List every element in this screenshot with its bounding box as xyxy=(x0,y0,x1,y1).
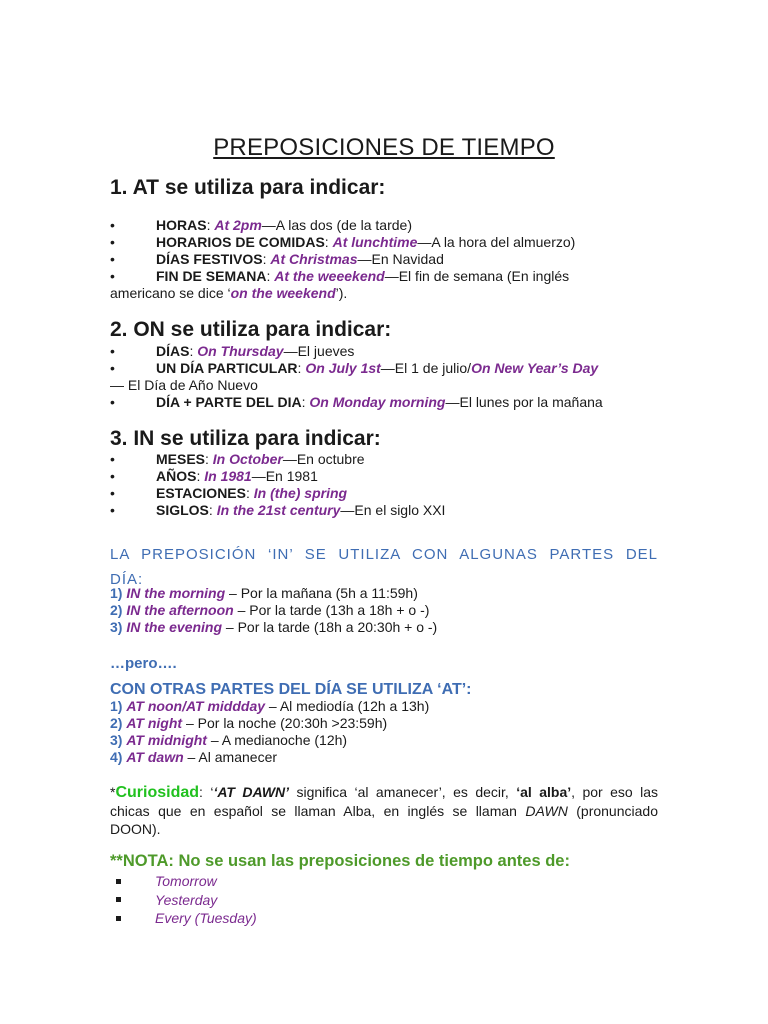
continuation-text: americano se dice ‘ xyxy=(110,285,231,301)
list-item: • SIGLOS: In the 21st century—En el siglo XXI xyxy=(110,502,446,518)
pero-text: …pero…. xyxy=(110,655,177,672)
item-number: 3) xyxy=(110,732,127,748)
in-parts-list xyxy=(110,585,660,636)
item-example: On July 1st xyxy=(305,360,381,376)
bullet: • xyxy=(110,485,115,501)
curiosidad-text: significa ‘al amanecer’, es decir, xyxy=(289,784,517,800)
item-example: IN the evening xyxy=(126,619,223,635)
list-item xyxy=(110,698,660,715)
section-in-list xyxy=(110,451,660,519)
section-in-heading: 3. IN se utiliza para indicar: xyxy=(110,427,381,450)
item-label: UN DÍA PARTICULAR xyxy=(156,360,298,376)
item-translation: – Al amanecer xyxy=(183,749,278,765)
list-item xyxy=(116,891,666,910)
list-item: • DÍAS FESTIVOS: At Christmas—En Navidad xyxy=(110,251,444,267)
section-on-heading: 2. ON se utiliza para indicar: xyxy=(110,318,392,341)
list-item: • HORAS: At 2pm—A las dos (de la tarde) xyxy=(110,217,412,233)
bullet: • xyxy=(110,343,115,359)
bullet: • xyxy=(110,251,115,267)
bullet: • xyxy=(110,502,115,518)
at-parts-heading: CON OTRAS PARTES DEL DÍA SE UTILIZA ‘AT’: xyxy=(110,681,472,698)
section-on-list xyxy=(110,343,660,411)
list-item xyxy=(110,619,660,636)
list-item-continuation xyxy=(110,285,660,302)
curiosidad-text: (pronunciado DOON). xyxy=(110,803,658,837)
item-number: 2) xyxy=(110,715,127,731)
item-example: At Christmas xyxy=(270,251,358,267)
square-bullet xyxy=(116,879,121,884)
bullet: • xyxy=(110,394,115,410)
item-translation: —En Navidad xyxy=(357,251,444,267)
item-example: Every (Tuesday) xyxy=(155,910,257,926)
list-item: • AÑOS: In 1981—En 1981 xyxy=(110,468,318,484)
list-item xyxy=(110,602,660,619)
item-example: At the weeekend xyxy=(274,268,385,284)
item-example: In October xyxy=(212,451,283,467)
list-item: • DÍA + PARTE DEL DIA: On Monday morning—El lunes por la mañana xyxy=(110,394,603,410)
item-label: ESTACIONES xyxy=(156,485,246,501)
nota-heading: **NOTA: No se usan las preposiciones de tiempo antes de: xyxy=(110,852,570,870)
item-example: IN the morning xyxy=(126,585,226,601)
item-number: 4) xyxy=(110,749,127,765)
item-number: 1) xyxy=(110,585,127,601)
square-bullet xyxy=(116,897,121,902)
item-label: DÍAS xyxy=(156,343,190,359)
asterisk: * xyxy=(110,784,116,800)
item-example: On Monday morning xyxy=(309,394,446,410)
item-example: AT night xyxy=(126,715,183,731)
item-example: In 1981 xyxy=(204,468,252,484)
item-label: FIN DE SEMANA xyxy=(156,268,267,284)
item-translation: —En el siglo XXI xyxy=(340,502,446,518)
item-number: 1) xyxy=(110,698,127,714)
item-example: On Thursday xyxy=(197,343,284,359)
item-translation: – A medianoche (12h) xyxy=(206,732,348,748)
list-item xyxy=(110,585,660,602)
curiosidad-term: ‘al alba’ xyxy=(516,784,572,800)
item-example: IN the afternoon xyxy=(126,602,234,618)
item-number: 3) xyxy=(110,619,127,635)
list-item xyxy=(110,749,660,766)
item-translation: —El jueves xyxy=(283,343,355,359)
item-translation: —En 1981 xyxy=(251,468,318,484)
item-number: 2) xyxy=(110,602,127,618)
item-example: Tomorrow xyxy=(155,873,217,889)
item-translation: – Por la tarde (18h a 20:30h + o -) xyxy=(222,619,438,635)
curiosidad-paragraph xyxy=(110,783,658,838)
nota-list xyxy=(116,872,666,928)
item-translation: —A las dos (de la tarde) xyxy=(261,217,412,233)
item-translation: —En octubre xyxy=(282,451,365,467)
item-label: MESES xyxy=(156,451,206,467)
list-item xyxy=(116,872,666,891)
list-item: • HORARIOS DE COMIDAS: At lunchtime—A la hora del almuerzo) xyxy=(110,234,576,250)
item-translation: – Por la mañana (5h a 11:59h) xyxy=(225,585,418,601)
item-example: AT dawn xyxy=(126,749,184,765)
item-translation: —El lunes por la mañana xyxy=(445,394,603,410)
curiosidad-text: : ‘ xyxy=(199,784,214,800)
bullet: • xyxy=(110,234,115,250)
item-example: AT noon/AT middday xyxy=(126,698,266,714)
item-label: HORARIOS DE COMIDAS xyxy=(156,234,325,250)
item-translation: —A la hora del almuerzo) xyxy=(417,234,576,250)
item-translation: – Por la noche (20:30h >23:59h) xyxy=(182,715,388,731)
list-item: • UN DÍA PARTICULAR: On July 1st—El 1 de julio/On New Year’s Day xyxy=(110,360,599,376)
bullet: • xyxy=(110,468,115,484)
list-item: • MESES: In October—En octubre xyxy=(110,451,365,467)
item-label: HORAS xyxy=(156,217,207,233)
section-at-list xyxy=(110,217,660,302)
item-translation: —El 1 de julio/ xyxy=(380,360,472,376)
bullet: • xyxy=(110,268,115,284)
list-item-continuation: — El Día de Año Nuevo xyxy=(110,377,258,393)
curiosidad-text: , por eso las chicas que en español se llaman Alba, en inglés se llaman xyxy=(110,784,659,819)
in-parts-heading-line: LA PREPOSICIÓN ‘IN’ SE UTILIZA CON ALGUNAS PARTES DEL xyxy=(110,546,658,563)
item-example: Yesterday xyxy=(155,891,218,908)
page-title: PREPOSICIONES DE TIEMPO xyxy=(213,134,555,161)
item-label: SIGLOS xyxy=(156,502,209,518)
square-bullet xyxy=(116,916,121,921)
item-label: DÍAS FESTIVOS xyxy=(156,251,263,267)
curiosidad-term: ‘AT DAWN’ xyxy=(213,784,290,800)
bullet: • xyxy=(110,217,115,233)
bullet: • xyxy=(110,360,115,376)
item-translation: – Por la tarde (13h a 18h + o -) xyxy=(233,602,430,618)
list-item: • DÍAS: On Thursday—El jueves xyxy=(110,343,355,359)
list-item xyxy=(116,909,666,928)
item-label: DÍA + PARTE DEL DIA xyxy=(156,394,302,410)
item-example: In the 21st century xyxy=(216,502,341,518)
bullet: • xyxy=(110,451,115,467)
list-item xyxy=(110,732,660,749)
item-example: At lunchtime xyxy=(332,234,418,250)
curiosidad-term: DAWN xyxy=(525,803,568,819)
in-parts-heading-line: DÍA: xyxy=(110,571,144,588)
item-example: At 2pm xyxy=(214,217,262,233)
item-example: AT midnight xyxy=(126,732,207,748)
item-translation: —El fin de semana (En inglés xyxy=(384,268,570,284)
list-item: • ESTACIONES: In (the) spring xyxy=(110,485,348,501)
curiosidad-label: Curiosidad xyxy=(115,784,200,801)
item-translation: – Al mediodía (12h a 13h) xyxy=(265,698,430,714)
at-parts-list xyxy=(110,698,660,766)
list-item: • FIN DE SEMANA: At the weeekend—El fin de semana (En inglés xyxy=(110,268,570,284)
item-example: In (the) spring xyxy=(253,485,348,501)
list-item xyxy=(110,715,660,732)
item-label: AÑOS xyxy=(156,468,197,484)
continuation-text: ’). xyxy=(335,285,348,301)
section-at-heading: 1. AT se utiliza para indicar: xyxy=(110,176,386,199)
item-example: on the weekend xyxy=(230,285,336,301)
item-example: On New Year’s Day xyxy=(471,360,599,376)
